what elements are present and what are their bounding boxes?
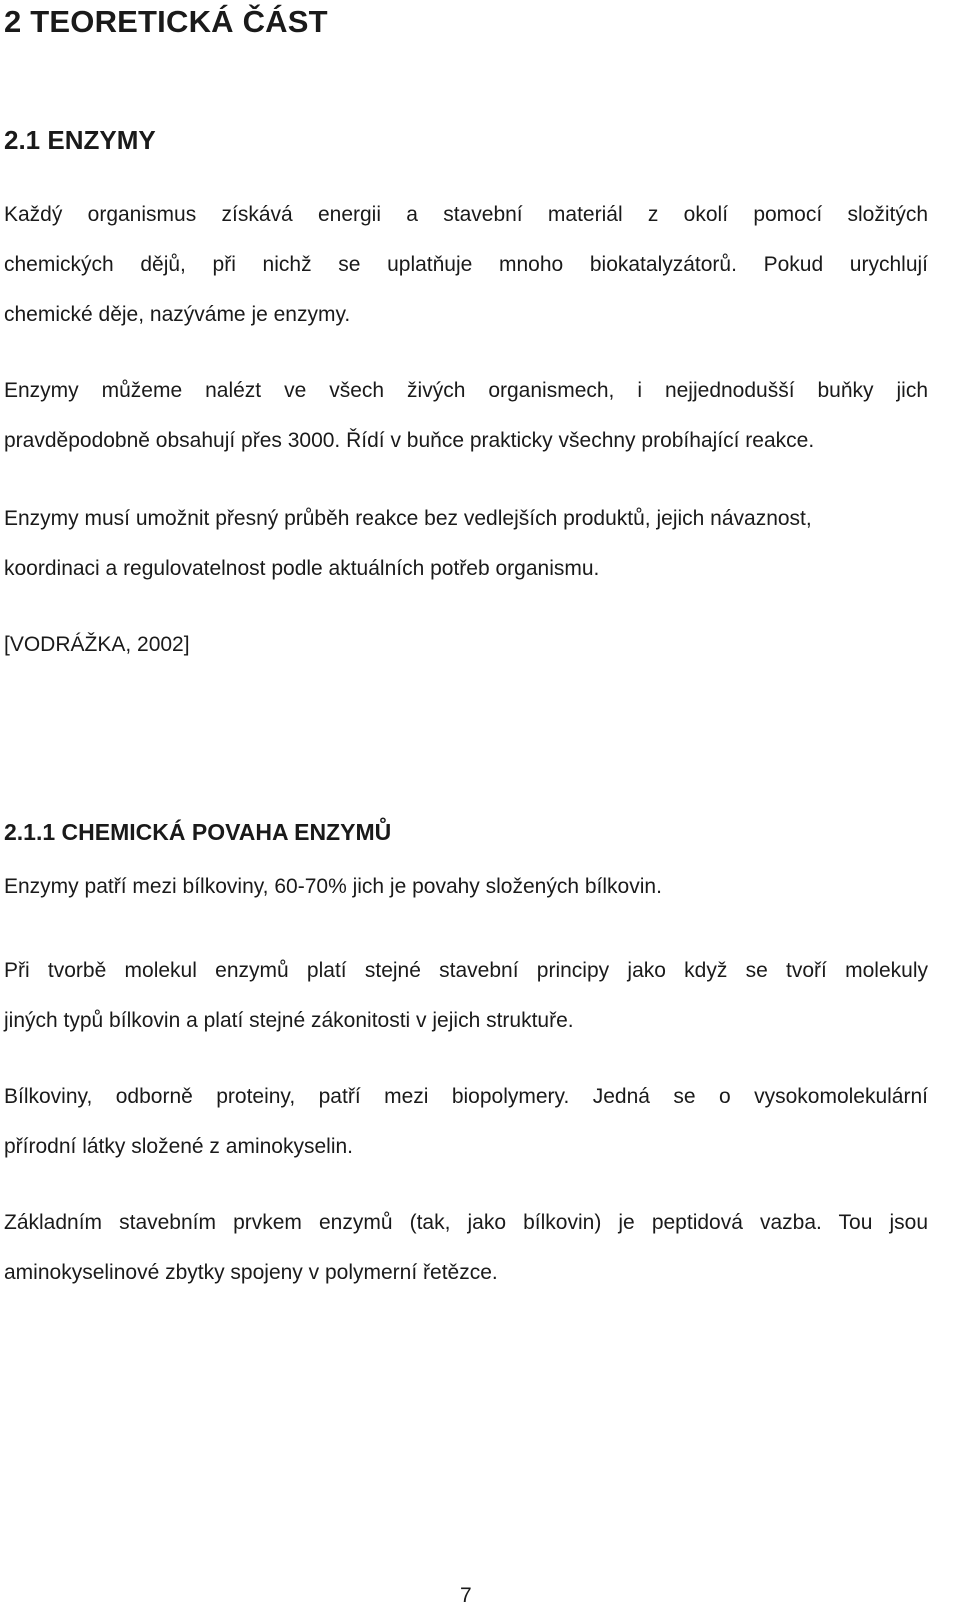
paragraph-line: chemické děje, nazýváme je enzymy. (4, 303, 351, 326)
paragraph-biopolymers (4, 1072, 928, 1172)
page-number: 7 (460, 1584, 472, 1607)
paragraph-line: koordinaci a regulovatelnost podle aktuálních potřeb organismu. (4, 557, 600, 580)
paragraph-line: Při tvorbě molekul enzymů platí stejné stavební principy jako když se tvoří molekuly (4, 959, 928, 982)
paragraph-line: Enzymy patří mezi bílkoviny, 60-70% jich je povahy složených bílkovin. (4, 875, 662, 898)
citation-text: [VODRÁŽKA, 2002] (4, 633, 190, 656)
chapter-heading: 2 TEORETICKÁ ČÁST (4, 4, 328, 39)
paragraph-proteins (4, 862, 928, 912)
paragraph-line: Každý organismus získává energii a stavební materiál z okolí pomocí složitých (4, 203, 928, 226)
paragraph-occurrence (4, 366, 928, 466)
paragraph-line: pravděpodobně obsahují přes 3000. Řídí v buňce prakticky všechny probíhající reakce. (4, 429, 815, 452)
paragraph-line: Enzymy musí umožnit přesný průběh reakce bez vedlejších produktů, jejich návaznost, (4, 507, 812, 530)
section-heading: 2.1 ENZYMY (4, 125, 156, 155)
citation (4, 620, 928, 670)
paragraph-line: Enzymy můžeme nalézt ve všech živých organismech, i nejjednodušší buňky jich (4, 379, 928, 402)
paragraph-line: chemických dějů, při nichž se uplatňuje mnoho biokatalyzátorů. Pokud urychlují (4, 253, 928, 276)
paragraph-line: aminokyselinové zbytky spojeny v polymerní řetězce. (4, 1261, 498, 1284)
paragraph-intro (4, 190, 928, 340)
paragraph-line: Základním stavebním prvkem enzymů (tak, jako bílkovin) je peptidová vazba. Tou jsou (4, 1211, 928, 1234)
paragraph-line: jiných typů bílkovin a platí stejné zákonitosti v jejich struktuře. (4, 1009, 574, 1032)
paragraph-function (4, 494, 928, 594)
subsection-heading: 2.1.1 CHEMICKÁ POVAHA ENZYMŮ (4, 819, 392, 845)
paragraph-line: Bílkoviny, odborně proteiny, patří mezi biopolymery. Jedná se o vysokomolekulární (4, 1085, 928, 1108)
paragraph-line: přírodní látky složené z aminokyselin. (4, 1135, 353, 1158)
paragraph-structure (4, 946, 928, 1046)
paragraph-peptide-bond (4, 1198, 928, 1298)
